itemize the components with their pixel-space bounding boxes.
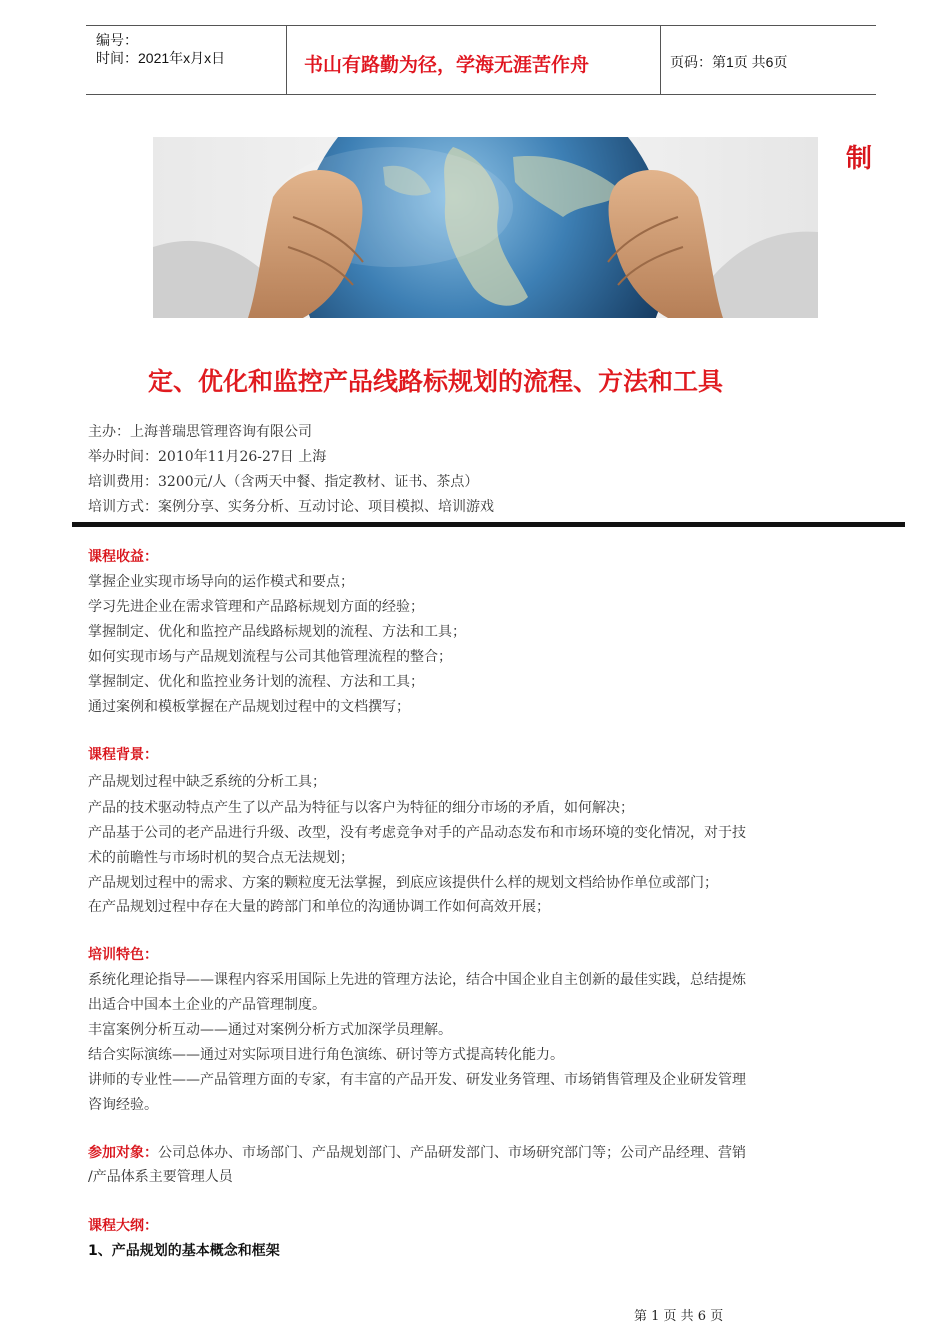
benefits-line: 掌握制定、优化和监控产品线路标规划的流程、方法和工具；	[88, 624, 466, 640]
background-line: 在产品规划过程中存在大量的跨部门和单位的沟通协调工作如何高效开展；	[88, 899, 550, 915]
globe-banner-image	[153, 137, 818, 318]
page-indicator: 页码：第1页 共6页	[670, 54, 788, 70]
background-line: 产品基于公司的老产品进行升级、改型，没有考虑竞争对手的产品动态发布和市场环境的变化情况，对于技	[88, 825, 746, 841]
benefits-line: 通过案例和模板掌握在产品规划过程中的文档撰写；	[88, 699, 410, 715]
features-line: 丰富案例分析互动——通过对案例分析方式加深学员理解。	[88, 1022, 452, 1038]
audience-heading: 参加对象：	[88, 1145, 158, 1161]
features-line: 系统化理论指导——课程内容采用国际上先进的管理方法论，结合中国企业自主创新的最佳实践，总结提炼	[88, 972, 746, 988]
doc-number-label: 编号：	[96, 32, 138, 48]
features-line: 出适合中国本土企业的产品管理制度。	[88, 997, 326, 1013]
features-heading: 培训特色：	[88, 947, 158, 963]
audience-text-continued: /产品体系主要管理人员	[88, 1169, 233, 1185]
features-line: 咨询经验。	[88, 1097, 158, 1113]
page-footer: 第 1 页 共 6 页	[634, 1309, 724, 1324]
doc-time-label: 时间：2021年x月x日	[96, 50, 226, 66]
background-heading: 课程背景：	[88, 747, 158, 763]
page-title: 定、优化和监控产品线路标规划的流程、方法和工具	[148, 367, 724, 396]
info-format: 培训方式：案例分享、实务分析、互动讨论、项目模拟、培训游戏	[88, 499, 494, 515]
hands-globe-illustration	[153, 137, 818, 318]
header-motto-cell	[286, 26, 661, 94]
motto: 书山有路勤为径，学海无涯苦作舟	[304, 54, 590, 76]
title-first-char: 制	[846, 144, 873, 174]
background-line: 产品的技术驱动特点产生了以产品为特征与以客户为特征的细分市场的矛盾，如何解决；	[88, 800, 634, 816]
background-line: 产品规划过程中缺乏系统的分析工具；	[88, 774, 326, 790]
benefits-line: 如何实现市场与产品规划流程与公司其他管理流程的整合；	[88, 649, 452, 665]
info-organizer: 主办：上海普瑞思管理咨询有限公司	[88, 424, 312, 440]
info-fee: 培训费用：3200元/人（含两天中餐、指定教材、证书、茶点）	[88, 474, 479, 490]
benefits-heading: 课程收益：	[88, 549, 158, 565]
header-table	[86, 25, 876, 95]
benefits-line: 掌握企业实现市场导向的运作模式和要点；	[88, 574, 354, 590]
audience-text: 公司总体办、市场部门、产品规划部门、产品研发部门、市场研究部门等；公司产品经理、营销	[158, 1145, 746, 1161]
audience-paragraph	[88, 1142, 746, 1162]
info-date: 举办时间：2010年11月26-27日 上海	[88, 449, 327, 465]
benefits-line: 掌握制定、优化和监控业务计划的流程、方法和工具；	[88, 674, 424, 690]
outline-item: 1、产品规划的基本概念和框架	[88, 1243, 280, 1259]
benefits-line: 学习先进企业在需求管理和产品路标规划方面的经验；	[88, 599, 424, 615]
section-divider	[72, 522, 905, 527]
header-page-cell	[660, 26, 876, 94]
features-line: 讲师的专业性——产品管理方面的专家，有丰富的产品开发、研发业务管理、市场销售管理及企业研发管理	[88, 1072, 746, 1088]
background-line: 产品规划过程中的需求、方案的颗粒度无法掌握，到底应该提供什么样的规划文档给协作单位或部门；	[88, 875, 718, 891]
header-meta-cell	[86, 26, 287, 94]
outline-heading: 课程大纲：	[88, 1218, 158, 1234]
background-line: 术的前瞻性与市场时机的契合点无法规划；	[88, 850, 354, 866]
features-line: 结合实际演练——通过对实际项目进行角色演练、研讨等方式提高转化能力。	[88, 1047, 564, 1063]
